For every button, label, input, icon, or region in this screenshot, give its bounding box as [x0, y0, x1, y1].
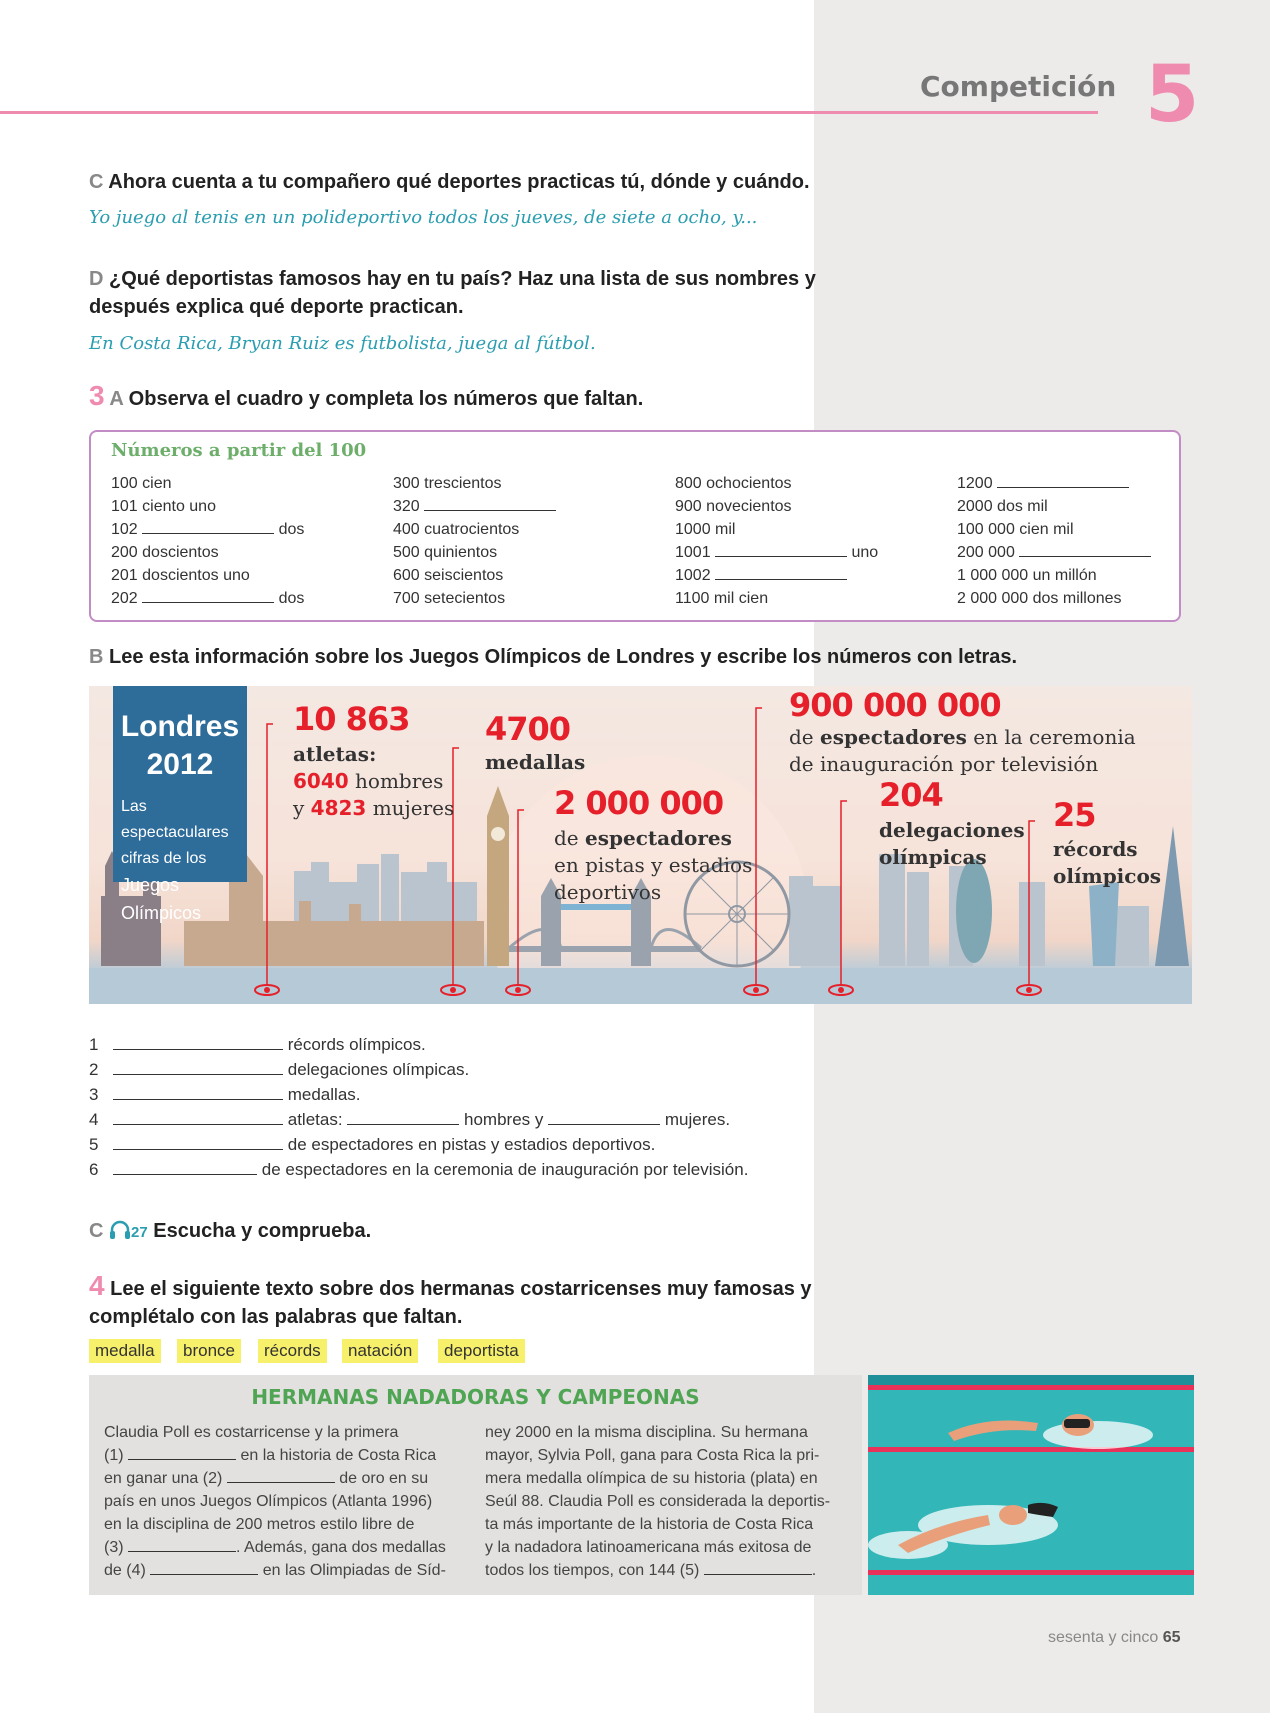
numbers-box-title: Números a partir del 100: [111, 440, 367, 461]
answer-blank[interactable]: [113, 1060, 283, 1075]
item-number: 6: [89, 1160, 99, 1179]
example-2c: Yo juego al tenis en un polideportivo todos los jueves, de siete a ocho, y...: [89, 207, 758, 228]
text-fragment: todos los tiempos, con 144 (5): [485, 1562, 700, 1579]
number-row: [111, 587, 304, 610]
list-item: [89, 1157, 748, 1182]
text-fragment: de (4): [104, 1562, 146, 1579]
number-value: 202: [111, 590, 138, 607]
stat-text: deportivos: [554, 880, 662, 904]
number-row: 300 trescientos: [393, 475, 502, 492]
stat-men-label: hombres: [355, 769, 444, 793]
word-bank-item[interactable]: bronce: [177, 1339, 241, 1363]
instruction-3c: [89, 1217, 371, 1247]
text-fragment: en ganar una (2): [104, 1470, 223, 1487]
stat-athletes-number: 10 863: [293, 700, 410, 738]
stat-tv-label: [789, 724, 1136, 778]
item-text: atletas:: [287, 1110, 343, 1129]
instruction-text: Lee esta información sobre los Juegos Olímpicos de Londres y escribe los números con letras.: [109, 646, 1018, 668]
answer-blank[interactable]: [150, 1560, 258, 1575]
page-number: 65: [1162, 1629, 1181, 1646]
number-row: 100 000 cien mil: [957, 521, 1074, 538]
instruction-letter: D: [89, 268, 104, 290]
number-word: uno: [851, 544, 879, 561]
instruction-letter: C: [89, 171, 104, 193]
stat-medals-number: 4700: [485, 710, 571, 748]
stat-spectators-label: [554, 825, 752, 906]
number-row: 1000 mil: [675, 521, 736, 538]
text-fragment: . Además, gana dos medallas: [236, 1539, 446, 1556]
header-rule: [0, 111, 1098, 114]
word-bank-item[interactable]: deportista: [438, 1339, 525, 1363]
text-fragment: en la historia de Costa Rica: [240, 1447, 437, 1464]
stat-medals-label: [485, 749, 585, 776]
instruction-2c: [89, 168, 810, 196]
item-number: 2: [89, 1060, 99, 1079]
stat-label: récords: [1053, 837, 1138, 861]
answer-blank[interactable]: [113, 1085, 283, 1100]
instruction-text: ¿Qué deportistas famosos hay en tu país? Haz una lista de sus nombres y: [109, 268, 816, 290]
answer-blank[interactable]: [548, 1110, 660, 1125]
text-line: [104, 1536, 459, 1559]
infographic-title-line: Londres: [120, 710, 240, 743]
number-blank[interactable]: [997, 473, 1129, 488]
stat-text: en pistas y estadios: [554, 853, 753, 877]
stat-label: olímpicos: [1053, 864, 1162, 888]
page-footer: [1048, 1629, 1181, 1647]
answer-blank[interactable]: [347, 1110, 459, 1125]
list-item: [89, 1057, 748, 1082]
instruction-2d: [89, 265, 816, 321]
stat-label: medallas: [485, 750, 586, 774]
stat-men-number: 6040: [293, 769, 349, 793]
number-row: [957, 472, 1151, 495]
swimming-pool-illustration: [868, 1375, 1194, 1595]
item-number: 4: [89, 1110, 99, 1129]
number-value: 1001: [675, 544, 711, 561]
number-word: dos: [278, 590, 305, 607]
text-line: mayor, Sylvia Poll, gana para Costa Rica la pri-: [485, 1447, 820, 1464]
word-bank-item[interactable]: récords: [258, 1339, 327, 1363]
text-line: Claudia Poll es costarricense y la primera: [104, 1424, 399, 1441]
instruction-text: después explica qué deporte practican.: [89, 296, 464, 318]
word-bank-item[interactable]: natación: [342, 1339, 418, 1363]
london-infographic: [89, 686, 1192, 1004]
exercise-number: 3: [89, 380, 105, 411]
number-row: [111, 518, 304, 541]
stat-text: de: [554, 826, 579, 850]
item-text: de espectadores en pistas y estadios deportivos.: [287, 1135, 656, 1154]
answer-blank[interactable]: [704, 1560, 812, 1575]
number-value: 102: [111, 521, 138, 538]
numbers-col-4: [957, 472, 1151, 610]
number-blank[interactable]: [715, 542, 847, 557]
infographic-subtitle-line: cifras de los: [121, 850, 207, 867]
text-line: [104, 1467, 459, 1490]
number-blank[interactable]: [142, 519, 274, 534]
reading-column-2: [485, 1421, 840, 1582]
instruction-text: Escucha y comprueba.: [153, 1220, 372, 1242]
swimmers-photo: [868, 1375, 1194, 1595]
number-row: 2 000 000 dos millones: [957, 590, 1122, 607]
unit-number: 5: [1145, 50, 1200, 140]
infographic-title-line: 2012: [146, 748, 214, 781]
stat-athletes-label: [293, 741, 454, 822]
answer-blank[interactable]: [227, 1468, 335, 1483]
item-number: 5: [89, 1135, 99, 1154]
stat-delegations-number: 204: [879, 776, 943, 814]
unit-title: Competición: [920, 70, 1117, 103]
numbers-col-1: [111, 472, 304, 610]
number-row: 600 seiscientos: [393, 567, 504, 584]
instruction-letter: B: [89, 646, 104, 668]
number-row: [675, 564, 878, 587]
number-value: 1002: [675, 567, 711, 584]
number-row: 900 novecientos: [675, 498, 792, 515]
instruction-text: Lee el siguiente texto sobre dos hermanas costarricenses muy famosas y: [110, 1278, 812, 1300]
instruction-3b: [89, 643, 1017, 671]
stat-women-number: 4823: [310, 796, 367, 820]
instruction-3a: [89, 382, 643, 413]
text-line: país en unos Juegos Olímpicos (Atlanta 1996): [104, 1493, 433, 1510]
exercise-number: 4: [89, 1270, 105, 1301]
number-value: 320: [393, 498, 420, 515]
stat-label: atletas:: [293, 742, 377, 766]
list-item: [89, 1082, 748, 1107]
audio-track-number: 27: [131, 1224, 148, 1241]
number-row: 2000 dos mil: [957, 498, 1048, 515]
instruction-text: Observa el cuadro y completa los números que faltan.: [128, 388, 644, 410]
number-value: 1200: [957, 475, 993, 492]
text-line: y la nadadora latinoamericana más exitosa de: [485, 1539, 812, 1556]
answer-blank[interactable]: [113, 1035, 283, 1050]
stat-women-label: mujeres: [372, 796, 455, 820]
item-text: de espectadores en la ceremonia de inauguración por televisión.: [261, 1160, 749, 1179]
instruction-text: complétalo con las palabras que faltan.: [89, 1306, 463, 1328]
number-row: [675, 541, 878, 564]
answer-blank[interactable]: [113, 1135, 283, 1150]
item-text: récords olímpicos.: [287, 1035, 426, 1054]
number-row: 200 doscientos: [111, 544, 219, 561]
word-bank-item[interactable]: medalla: [89, 1339, 161, 1363]
number-value: 200 000: [957, 544, 1015, 561]
stat-tv-number: 900 000 000: [789, 686, 1001, 724]
stat-records-label: [1053, 836, 1161, 890]
number-word: dos: [278, 521, 305, 538]
text-fragment: de oro en su: [339, 1470, 429, 1487]
reading-title: HERMANAS NADADORAS Y CAMPEONAS: [251, 1385, 700, 1409]
reading-column-1: [104, 1421, 459, 1582]
text-line: Seúl 88. Claudia Poll es considerada la deportis-: [485, 1493, 831, 1510]
text-line: mera medalla olímpica de su historia (plata) en: [485, 1470, 818, 1487]
number-row: 1 000 000 un millón: [957, 567, 1097, 584]
instruction-text: Ahora cuenta a tu compañero qué deportes practicas tú, dónde y cuándo.: [108, 171, 810, 193]
number-blank[interactable]: [715, 565, 847, 580]
text-fragment: .: [811, 1562, 817, 1579]
item-number: 3: [89, 1085, 99, 1104]
stat-delegations-label: [879, 817, 1025, 871]
number-row: 201 doscientos uno: [111, 567, 250, 584]
number-row: 700 setecientos: [393, 590, 506, 607]
list-item: [89, 1107, 748, 1132]
number-blank[interactable]: [1019, 542, 1151, 557]
text-line: [104, 1559, 459, 1582]
number-row: [957, 541, 1151, 564]
stat-text: de: [789, 725, 814, 749]
infographic-subtitle-line: Las espectaculares: [121, 798, 229, 841]
stat-spectators-number: 2 000 000: [554, 784, 724, 822]
number-blank[interactable]: [424, 496, 556, 511]
exercise-3b-list: [89, 1032, 748, 1182]
item-text: mujeres.: [664, 1110, 731, 1129]
infographic-subtitle-line: Juegos Olímpicos: [121, 875, 202, 923]
stat-connector: y: [293, 796, 305, 820]
number-row: 400 cuatrocientos: [393, 521, 520, 538]
instruction-letter: A: [109, 388, 124, 410]
number-row: 101 ciento uno: [111, 498, 216, 515]
headphones-icon[interactable]: [109, 1220, 131, 1240]
number-row: 1100 mil cien: [675, 590, 769, 607]
answer-blank[interactable]: [113, 1160, 257, 1175]
stat-label: espectadores: [585, 826, 732, 850]
item-text: medallas.: [287, 1085, 361, 1104]
list-item: [89, 1132, 748, 1157]
text-line: ta más importante de la historia de Costa Rica: [485, 1516, 814, 1533]
text-line: [104, 1444, 459, 1467]
text-line: en la disciplina de 200 metros estilo libre de: [104, 1516, 415, 1533]
stat-text: en la ceremonia: [973, 725, 1136, 749]
number-row: [393, 495, 556, 518]
number-blank[interactable]: [142, 588, 274, 603]
answer-blank[interactable]: [113, 1110, 283, 1125]
text-fragment: (1): [104, 1447, 124, 1464]
answer-blank[interactable]: [128, 1537, 236, 1552]
item-number: 1: [89, 1035, 99, 1054]
number-row: 100 cien: [111, 475, 172, 492]
text-line: ney 2000 en la misma disciplina. Su hermana: [485, 1424, 808, 1441]
stat-records-number: 25: [1053, 796, 1096, 834]
number-row: 500 quinientos: [393, 544, 498, 561]
item-text: hombres y: [464, 1110, 544, 1129]
stat-label: olímpicas: [879, 845, 987, 869]
example-2d: En Costa Rica, Bryan Ruiz es futbolista, juega al fútbol.: [89, 333, 596, 354]
numbers-box: [89, 430, 1181, 622]
stat-label: delegaciones: [879, 818, 1025, 842]
footer-text: sesenta y cinco: [1048, 1629, 1159, 1646]
list-item: [89, 1032, 748, 1057]
text-line: [485, 1559, 840, 1582]
number-row: 800 ochocientos: [675, 475, 792, 492]
numbers-col-3: [675, 472, 878, 610]
text-fragment: en las Olimpiadas de Síd-: [262, 1562, 446, 1579]
answer-blank[interactable]: [128, 1445, 236, 1460]
stat-text: de inauguración por televisión: [789, 752, 1099, 776]
instruction-letter: C: [89, 1220, 104, 1242]
numbers-col-2: [393, 472, 556, 610]
instruction-4: [89, 1272, 812, 1331]
stat-label: espectadores: [820, 725, 967, 749]
item-text: delegaciones olímpicas.: [287, 1060, 470, 1079]
text-fragment: (3): [104, 1539, 124, 1556]
reading-text-box: [89, 1375, 862, 1595]
